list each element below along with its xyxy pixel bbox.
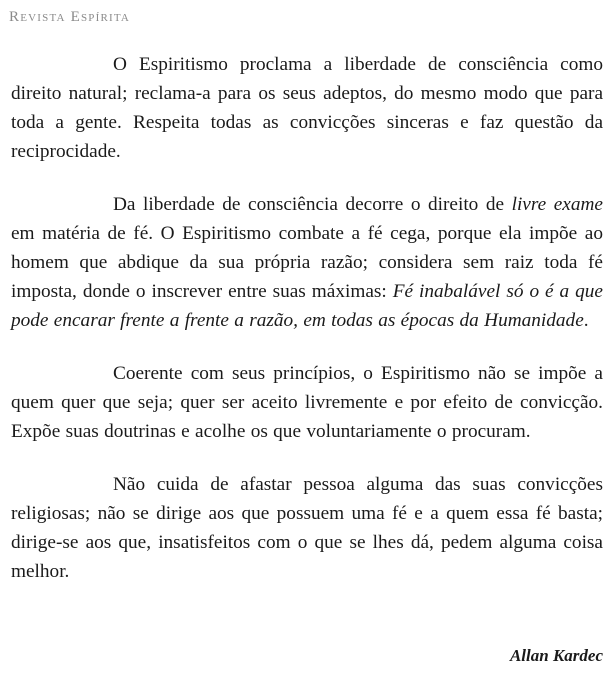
paragraph-3: Coerente com seus princípios, o Espiritismo não se impõe a quem quer que seja; quer ser aceito livremente e por efeito de convicção. Expõe suas doutrinas e acolhe os que voluntariamente o procuram.	[11, 363, 603, 442]
paragraph-2-part-1: Da liberdade de consciência decorre o direito de	[113, 194, 512, 215]
running-header: Revista Espírita	[9, 9, 131, 25]
italic-maxim: Fé inabalável só o é a que pode encarar frente a frente a razão, em todas as épocas da Humanidade	[11, 281, 603, 331]
author-signature: Allan Kardec	[509, 646, 603, 665]
paragraph-2-part-2: em matéria de fé. O Espiritismo combate a fé cega, porque ela impõe ao homem que abdique da sua própria razão; considera sem raiz toda fé imposta, donde o inscrever entre suas máximas:	[11, 223, 603, 302]
paragraph-2	[11, 190, 603, 335]
paragraph-1: O Espiritismo proclama a liberdade de consciência como direito natural; reclama-a para os seus adeptos, do mesmo modo que para toda a gente. Respeita todas as convicções sinceras e faz questão da reciprocidade.	[11, 54, 603, 162]
paragraph-2-part-3: .	[583, 310, 589, 331]
italic-phrase-livre-exame: livre exame	[511, 194, 603, 215]
article-body	[11, 50, 603, 610]
paragraph-4: Não cuida de afastar pessoa alguma das suas convicções religiosas; não se dirige aos que possuem uma fé e a quem essa fé basta; dirige-se aos que, insatisfeitos com o que se lhes dá, pedem alguma coisa melhor.	[11, 474, 603, 582]
